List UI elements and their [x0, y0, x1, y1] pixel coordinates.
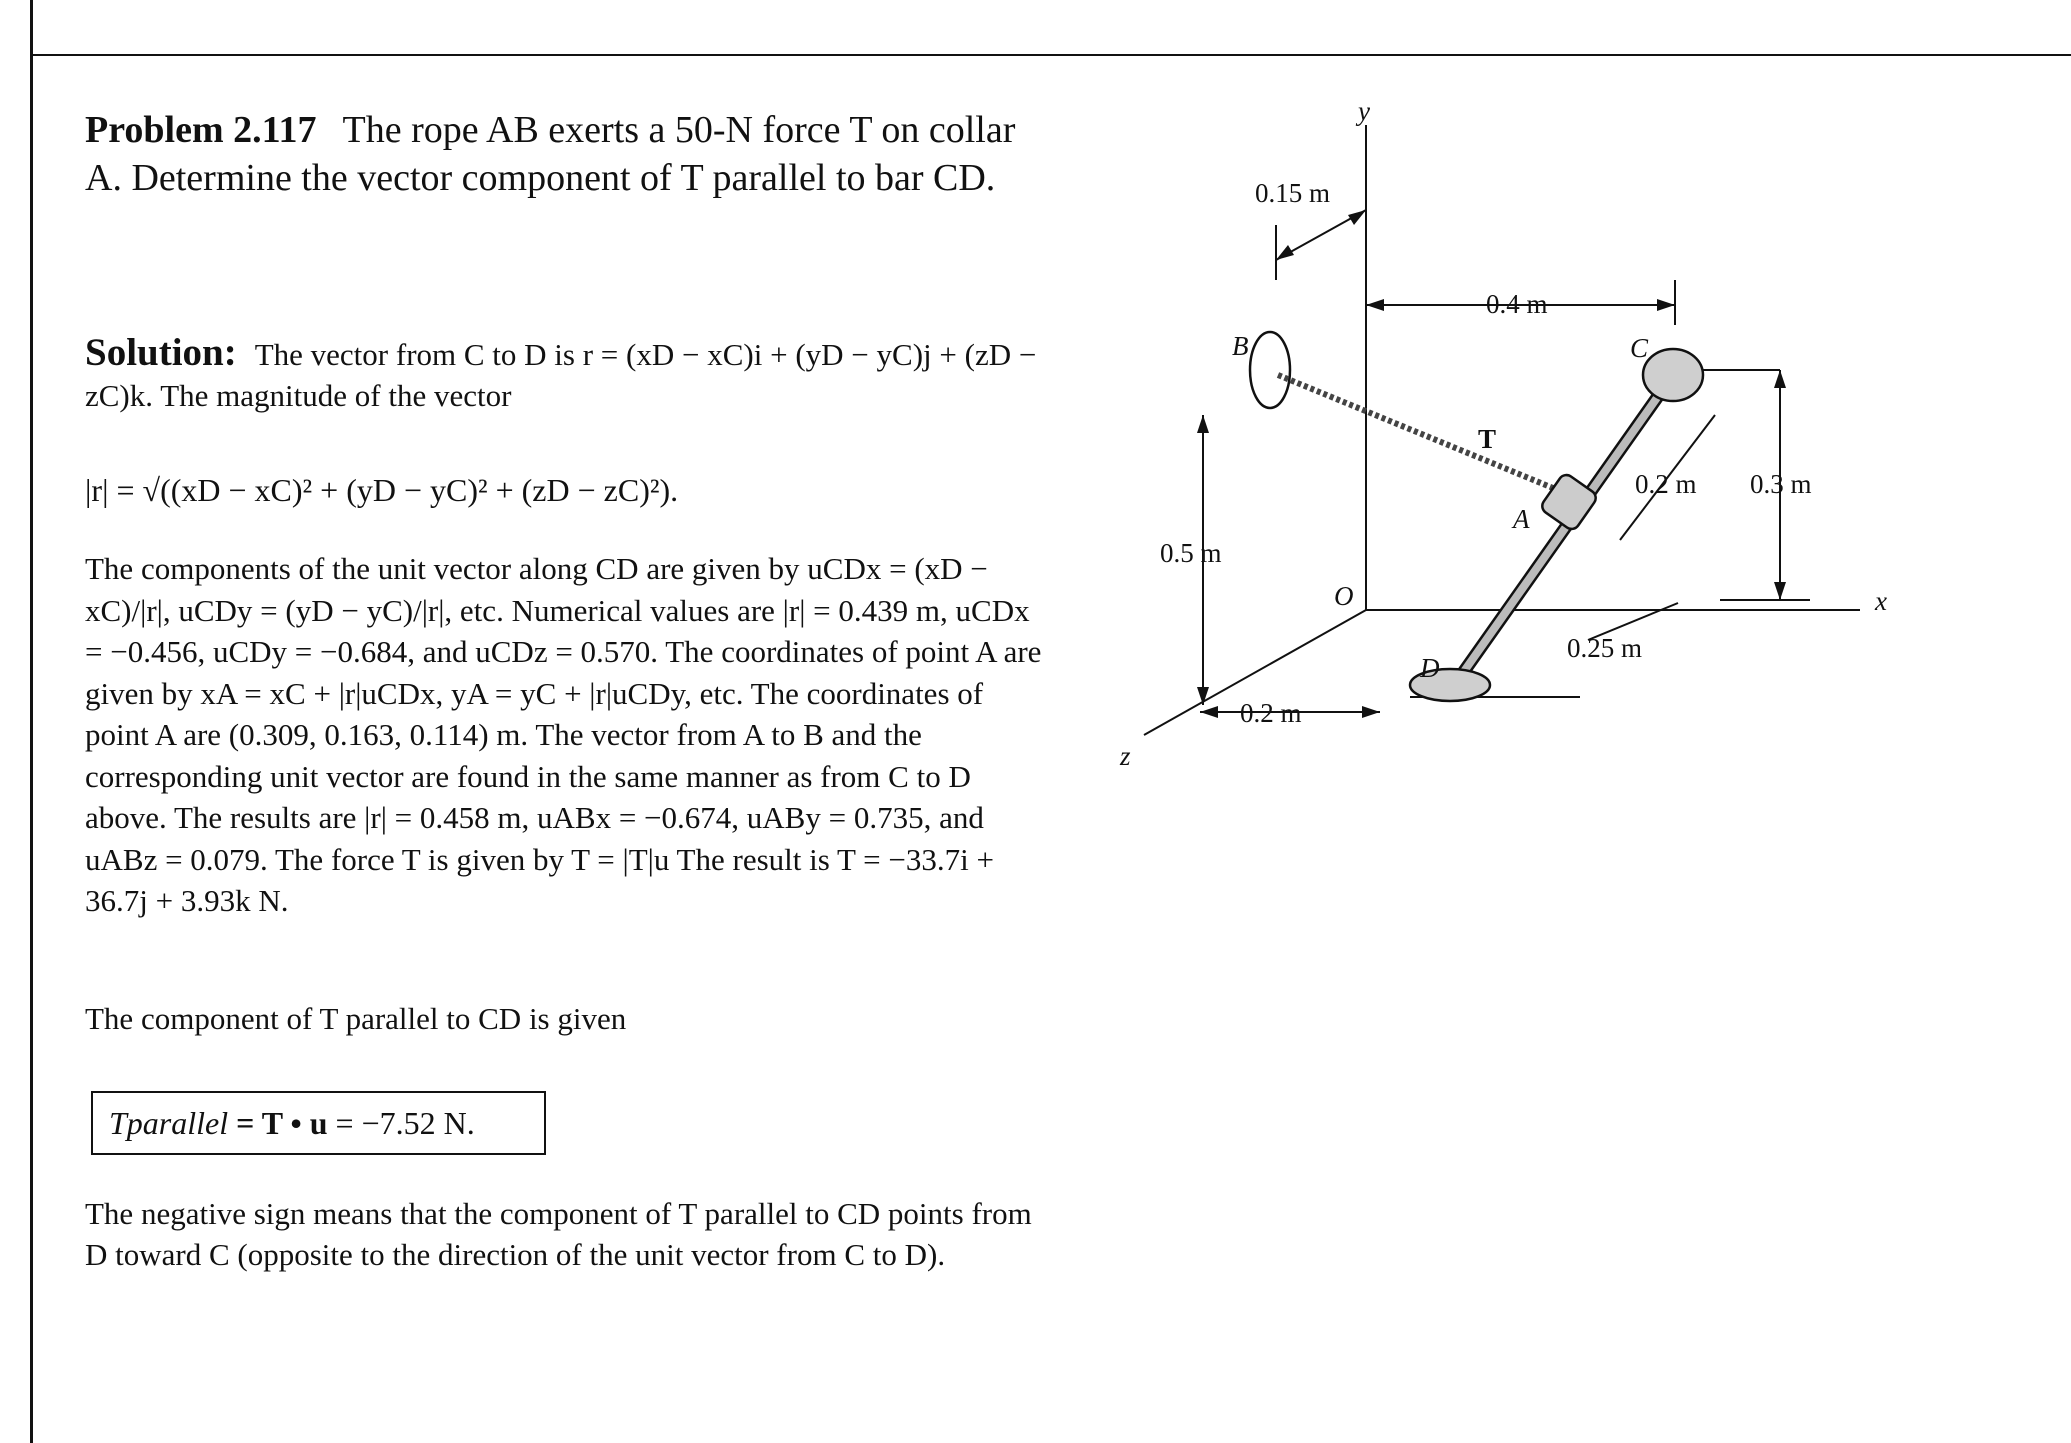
conclusion-paragraph: The negative sign means that the component of T parallel to CD points from D toward C (opposite to the direction of the unit vector from C to D).: [85, 1196, 1032, 1272]
arrow-015-left: [1276, 245, 1294, 260]
components-paragraph: The components of the unit vector along CD are given by uCDx = (xD − xC)/|r|, uCDy = (yD − yC)/|r|, etc. Numerical values are |r| = 0.439 m, uCDx = −0.456, uCDy = −0.684, and uCDz = 0.570. The coordinates of point A are given by xA = xC + |r|uCDx, yA = yC + |r|uCDy, etc. The coordinates of point A are (0.309, 0.163, 0.114) m. The vector from A to B and the corresponding unit vector are found in the same manner as from C to D above. The results are |r| = 0.458 m, uABx = −0.674, uABy = 0.735, and uABz = 0.079. The force T is given by T = |T|u The result is T = −33.7i + 36.7j + 3.93k N.: [85, 551, 1042, 918]
arrow-04-right: [1657, 299, 1675, 311]
problem-label: Problem 2.117: [85, 109, 317, 151]
arrow-02b-right: [1362, 706, 1380, 718]
arrow-02b-left: [1200, 706, 1218, 718]
fixture-c: [1643, 349, 1703, 401]
point-c-label: C: [1630, 333, 1649, 363]
point-a-label: A: [1513, 504, 1530, 534]
result-box: [91, 1091, 546, 1155]
rope-ab: [1278, 375, 1570, 495]
arrow-05-top: [1197, 415, 1209, 433]
axis-z-label: z: [1120, 741, 1131, 771]
point-d-label: D: [1420, 653, 1440, 683]
parallel-intro: The component of T parallel to CD is given: [85, 1001, 627, 1036]
result-lhs: Tparallel: [109, 1105, 229, 1141]
top-rule: [30, 54, 2071, 56]
problem-text: The rope AB exerts a 50-N force T on collar A. Determine the vector component of T parallel to bar CD.: [85, 109, 1016, 199]
dim-04-label: 0.4 m: [1486, 289, 1548, 319]
collar-diagram: [1100, 95, 1900, 795]
origin-label: O: [1334, 581, 1354, 611]
arrow-04-left: [1366, 299, 1384, 311]
solution-intro: [85, 332, 1045, 416]
dim-05-label: 0.5 m: [1160, 538, 1222, 568]
left-rule: [30, 0, 33, 1443]
problem-statement: [85, 106, 1045, 202]
axis-y-label: y: [1358, 96, 1370, 126]
arrow-03-top: [1774, 370, 1786, 388]
arrow-03-bottom: [1774, 582, 1786, 600]
dim-02a-label: 0.2 m: [1635, 469, 1697, 499]
collar-a: [1539, 472, 1599, 532]
arrow-015-right: [1348, 210, 1366, 225]
axis-x-label: x: [1875, 586, 1887, 616]
solution-label: Solution:: [85, 331, 237, 374]
result-rhs: = T • u: [236, 1105, 328, 1141]
result-value: = −7.52 N.: [335, 1105, 475, 1141]
force-t-label: T: [1478, 424, 1497, 454]
dim-02b-label: 0.2 m: [1240, 698, 1302, 728]
point-b-label: B: [1232, 331, 1249, 361]
dim-015-label: 0.15 m: [1255, 178, 1331, 208]
ring-b: [1250, 332, 1290, 408]
arrow-05-bottom: [1197, 687, 1209, 705]
dim-03-label: 0.3 m: [1750, 469, 1812, 499]
solution-intro-text: The vector from C to D is r = (xD − xC)i + (yD − yC)j + (zD − zC)k. The magnitude of the vector: [85, 337, 1037, 413]
magnitude-equation: |r| = √((xD − xC)² + (yD − yC)² + (zD − zC)²).: [85, 472, 679, 508]
dim-025-label: 0.25 m: [1567, 633, 1643, 663]
